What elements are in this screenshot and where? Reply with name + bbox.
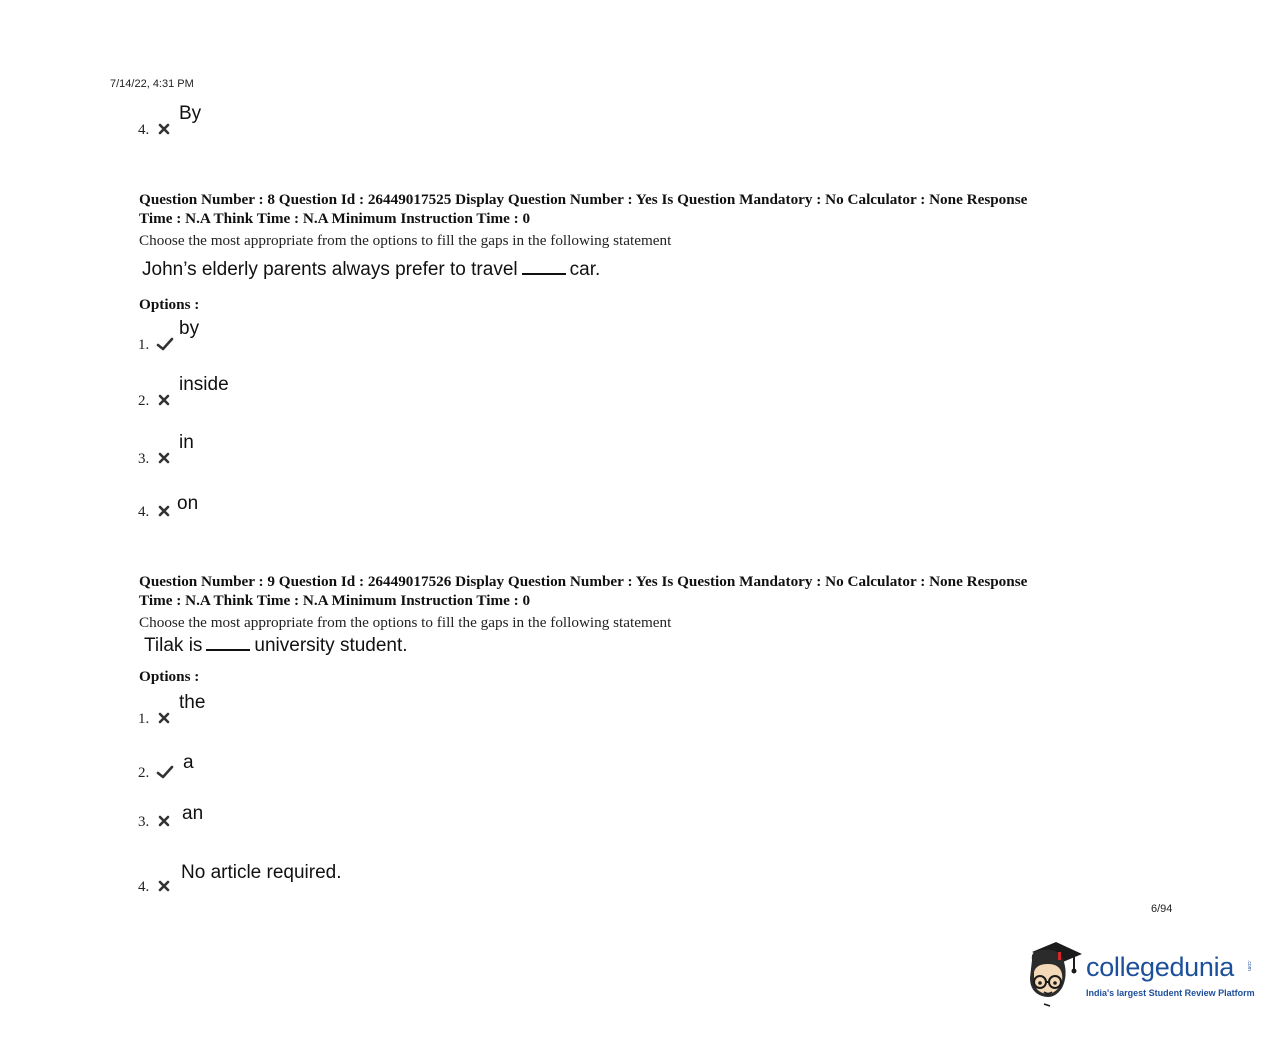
option-text: in bbox=[179, 432, 194, 453]
brand-logo bbox=[1024, 938, 1260, 1010]
question-meta-line: Time : N.A Think Time : N.A Minimum Instruction Time : 0 bbox=[139, 592, 531, 609]
option-number: 3. bbox=[138, 814, 150, 830]
page-number: 6/94 bbox=[1151, 903, 1173, 915]
question-9-option-1 bbox=[138, 692, 838, 728]
brand-tagline: India's largest Student Review Platform bbox=[1086, 988, 1255, 998]
cross-icon bbox=[156, 392, 174, 408]
question-8-options-label: Options : bbox=[139, 296, 200, 313]
question-9-option-3 bbox=[138, 795, 838, 831]
option-number: 4. bbox=[138, 879, 150, 895]
check-icon bbox=[156, 764, 174, 780]
print-timestamp: 7/14/22, 4:31 PM bbox=[110, 78, 194, 90]
cross-icon bbox=[156, 813, 174, 829]
statement-text-after: university student. bbox=[254, 635, 408, 656]
option-number: 1. bbox=[138, 337, 150, 353]
option-text: inside bbox=[179, 374, 229, 395]
statement-text-after: car. bbox=[569, 259, 601, 280]
question-9-option-2 bbox=[138, 746, 838, 782]
question-8-option-2 bbox=[138, 374, 838, 410]
option-text: By bbox=[179, 103, 202, 124]
cross-icon bbox=[156, 121, 174, 137]
option-number: 4. bbox=[138, 122, 150, 138]
cross-icon bbox=[156, 710, 174, 726]
question-9-instruction: Choose the most appropriate from the options to fill the gaps in the following statement bbox=[139, 614, 672, 631]
option-text: No article required. bbox=[181, 862, 342, 883]
question-8-option-4 bbox=[138, 485, 838, 521]
option-text: an bbox=[182, 803, 204, 824]
question-8-statement bbox=[142, 259, 600, 281]
question-8-option-1 bbox=[138, 318, 838, 354]
check-icon bbox=[156, 336, 174, 352]
question-9-options-label: Options : bbox=[139, 668, 200, 685]
cross-icon bbox=[156, 503, 174, 519]
brand-tld: .com bbox=[1246, 960, 1252, 971]
question-8-meta bbox=[139, 190, 1139, 228]
option-number: 2. bbox=[138, 765, 150, 781]
question-meta-line: Question Number : 9 Question Id : 26449017526 Display Question Number : Yes Is Question Mandatory : No Calculator : None Response bbox=[139, 573, 1028, 590]
cross-icon bbox=[156, 450, 174, 466]
mascot-icon bbox=[1024, 938, 1084, 1008]
option-text: the bbox=[179, 692, 206, 713]
question-meta-line: Question Number : 8 Question Id : 26449017525 Display Question Number : Yes Is Question Mandatory : No Calculator : None Response bbox=[139, 191, 1028, 208]
cross-icon bbox=[156, 878, 174, 894]
question-9-meta bbox=[139, 572, 1139, 610]
statement-text-before: Tilak is bbox=[144, 635, 203, 656]
option-number: 2. bbox=[138, 393, 150, 409]
question-9-option-4 bbox=[138, 860, 838, 896]
option-number: 3. bbox=[138, 451, 150, 467]
option-text: by bbox=[179, 318, 200, 339]
prev-option-4 bbox=[138, 103, 838, 139]
option-number: 1. bbox=[138, 711, 150, 727]
brand-name: collegedunia bbox=[1086, 952, 1235, 982]
option-text: on bbox=[177, 493, 199, 514]
question-8-instruction: Choose the most appropriate from the options to fill the gaps in the following statement bbox=[139, 232, 672, 249]
fill-blank bbox=[522, 261, 566, 275]
option-number: 4. bbox=[138, 504, 150, 520]
fill-blank bbox=[206, 637, 250, 651]
question-meta-line: Time : N.A Think Time : N.A Minimum Instruction Time : 0 bbox=[139, 210, 531, 227]
question-8-option-3 bbox=[138, 432, 838, 468]
statement-text-before: John’s elderly parents always prefer to travel bbox=[142, 259, 518, 280]
option-text: a bbox=[183, 752, 194, 773]
question-9-statement bbox=[144, 635, 408, 657]
